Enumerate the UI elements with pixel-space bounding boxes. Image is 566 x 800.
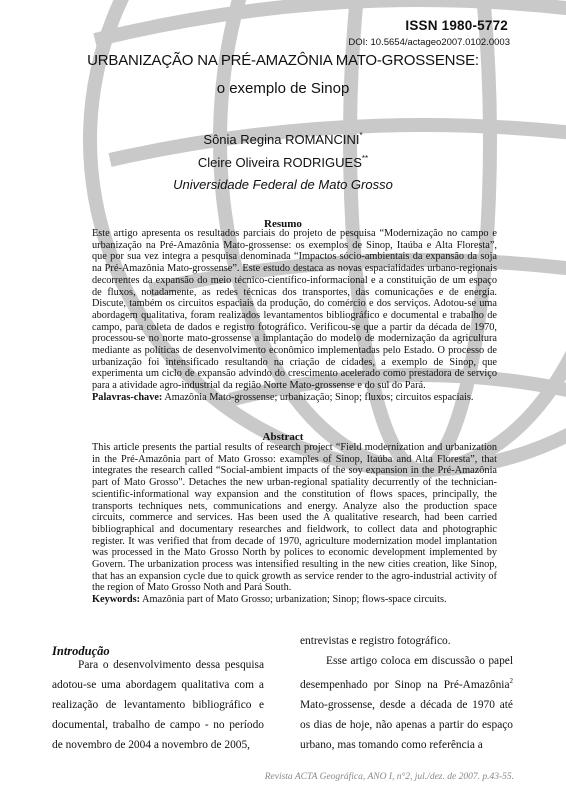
introducao-left-column [52,655,264,755]
author-2-note-mark: ** [361,154,369,163]
doi: DOI: 10.5654/actageo2007.0102.0003 [348,37,510,48]
resumo-heading: Resumo [264,218,302,230]
author-2: Cleire Oliveira RODRIGUES** [197,154,369,170]
affiliation: Universidade Federal de Mato Grosso [173,177,393,192]
journal-footer: Revista ACTA Geográfica, ANO I, n°2, jul./dez. de 2007. p.43-55. [264,772,514,782]
introducao-right-column [300,631,513,755]
introducao-paragraph-1-continued: entrevistas e registro fotográfico. [300,635,451,647]
article-title: URBANIZAÇÃO NA PRÉ-AMAZÔNIA MATO-GROSSENSE: [87,52,479,69]
introducao-paragraph-2: Esse artigo coloca em discussão o papel desempenhado por Sinop na Pré-Amazônia$^2$ Mato-grossense, desde a década de 1970 até os dias de hoje, não apenas a partir do espaço urbano, mas tomando como referência a [300,655,513,751]
article-subtitle: o exemplo de Sinop [216,80,350,97]
footnote-mark: 2 [509,677,513,685]
introducao-paragraph-1: Para o desenvolvimento dessa pesquisa adotou-se uma abordagem qualitativa com a realização de levantamento bibliográfico e documental, trabalho de campo - no período de novembro de 2004 a novembro de 2005, [52,659,264,751]
author-1: Sônia Regina ROMANCINI* [203,131,363,147]
introducao-heading: Introdução [52,644,110,658]
abstract-heading: Abstract [262,431,304,443]
abstract-text: This article presents the partial results of research project “Field modernization and urbanization in the Pré-Amazônia part of Mato Grosso: examples of Sinop, Itaúba and Alta Floresta”, that integrates the research called “Social-ambient impacts of the soy expansion in the Pré-Amazônia part of Mato Grosso". Detaches the new urban-regional spatiality decurrently of the technician-scientific-informational way expansion and the constitution of flows spaces, principally, the transports techniques nets, communications and energy. Analyze also the production space circuits, commerce and services. Has been used the A qualitative research, had been carried bibliographical and documentary researches and fieldwork, to collect data and photographic register. It was verified that from decade of 1970, agriculture modernization model implantation was processed in the Mato Grosso North by polices to economic development implemented by Govern. The urbanization process was intensified resulting in the new cities creation, like Sinop, that has an expansion cycle due to quick growth as service render to the agro-industrial activity of the region of Mato Grosso Noth and Pará South. Keywords: Amazônia part of Mato Grosso; urbanization; Sinop; flows-space circuits. [92,442,497,606]
author-1-note-mark: * [359,131,363,140]
keywords: Keywords: Amazônia part of Mato Grosso; urbanization; Sinop; flows-space circuits. [92,594,447,606]
resumo-text: Este artigo apresenta os resultados parciais do projeto de pesquisa “Modernização no campo e urbanização na Pré-Amazônia Mato-grossense: os exemplos de Sinop, Itaúba e Alta Floresta”, que por sua vez integra a pesquisa denominada “Impactos sócio-ambientais da expansão da soja na Pré-Amazônia Mato-grossense”. Este estudo destaca as novas espacialidades urbano-regionais decorrentes da expansão do meio técnico-científico-informacional e a constituição de um espaço de fluxos, notadamente, as redes técnicas dos transportes, das comunicações e de energia. Discute, também os circuitos espaciais da produção, do comércio e dos serviços. Adotou-se uma abordagem qualitativa, foram realizados levantamentos bibliográfico e documental e trabalho de campo, para coleta de dados e registro fotográfico. Verificou-se que a partir da década de 1970, processou-se no norte mato-grossense a implantação do modelo de modernização da agricultura mediante as políticas de desenvolvimento econômico implementadas pelo Estado. O processo de urbanização foi intensificado resultando na criação de cidades, a exemplo de Sinop, que experimenta um ciclo de expansão advindo do crescimento acelerado como prestadora de serviço para a atividade agro-industrial da região Norte Mato-grossense e do sul do Pará. Palavras-chave: Amazônia Mato-grossense; urbanização; Sinop; fluxos; circuitos espaciais. [92,228,497,403]
issn: ISSN 1980-5772 [405,18,508,33]
palavras-chave: Palavras-chave: Amazônia Mato-grossense; urbanização; Sinop; fluxos; circuitos espaciais. [92,391,474,403]
